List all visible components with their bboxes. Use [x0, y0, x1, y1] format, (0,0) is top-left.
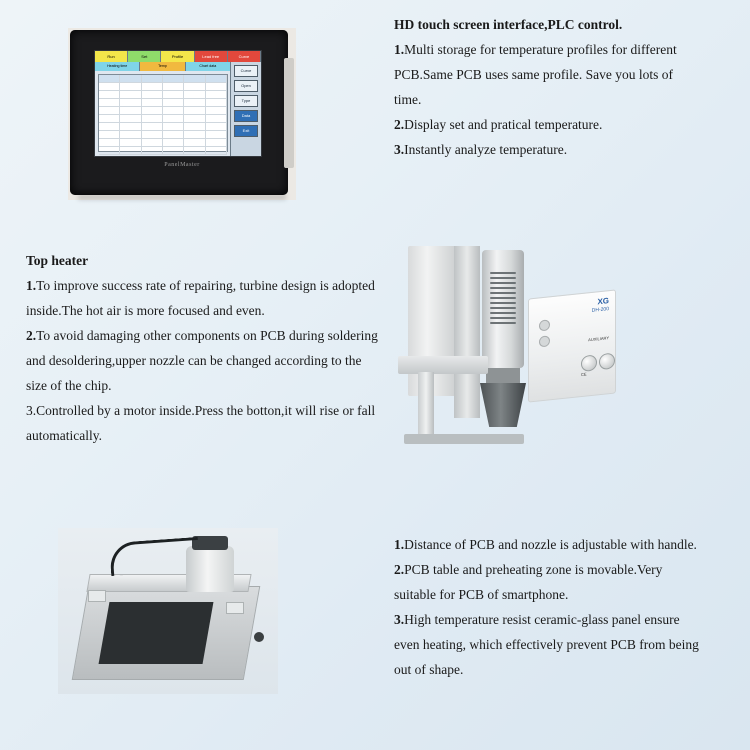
screen-tab-run: Run: [95, 51, 128, 62]
heater-vent-slots: [490, 272, 516, 328]
pcb-table-item-1: [394, 532, 706, 557]
controller-ce-label: CE: [581, 371, 587, 378]
text-block-touch-screen: [394, 12, 694, 162]
photo-top-heater-assembly: [398, 246, 609, 444]
pcb-table-item-3-number: 3.: [394, 612, 405, 627]
bezel-side-strip: [284, 58, 294, 168]
screen-data-grid: [98, 74, 228, 152]
pcb-table-item-1-text: Distance of PCB and nozzle is adjustable with handle.: [404, 537, 697, 552]
screen-button-data: Data: [234, 110, 258, 122]
controller-model-text: DH-200: [591, 306, 609, 314]
pcb-table-item-3: [394, 607, 706, 682]
screen-tab-set: Set: [128, 51, 161, 62]
controller-aux-label: AUXILIARY: [588, 335, 609, 343]
heater-base: [404, 434, 524, 444]
touch-screen-item-1-text: Multi storage for temperature profiles for different PCB.Same PCB uses same profile. Save you lots of time.: [394, 42, 677, 107]
controller-indicator-1: [539, 319, 550, 331]
touch-screen-display[interactable]: [94, 50, 262, 157]
heater-nozzle: [480, 383, 526, 427]
text-block-pcb-table: [394, 532, 706, 682]
touch-screen-item-2: [394, 112, 694, 137]
touch-screen-item-3-number: 3.: [394, 142, 405, 157]
top-heater-item-3: [26, 398, 378, 448]
photo-pcb-table: [58, 528, 278, 694]
touch-screen-item-2-text: Display set and pratical temperature.: [404, 117, 603, 132]
screen-tab-lead-free: Lead free: [195, 51, 228, 62]
heater-support-arm: [398, 356, 488, 374]
top-heater-item-1-text: To improve success rate of repairing, turbine design is adopted inside.The hot air is more focused and even.: [26, 278, 375, 318]
controller-box: [528, 289, 616, 402]
touch-screen-item-3-text: Instantly analyze temperature.: [404, 142, 568, 157]
top-heater-item-2-text: To avoid damaging other components on PCB during soldering and desoldering,upper nozzle can be changed according to the size of the chip.: [26, 328, 378, 393]
heater-inner-column: [454, 246, 480, 418]
pcb-table-item-2-text: PCB table and preheating zone is movable.Very suitable for PCB of smartphone.: [394, 562, 663, 602]
screen-tab-curve: Curve: [228, 51, 261, 62]
pcb-table-clamp-right: [226, 602, 244, 614]
controller-knob-2[interactable]: [599, 352, 615, 370]
heater-neck: [486, 368, 520, 384]
pcb-table-item-3-text: High temperature resist ceramic-glass panel ensure even heating, which effectively prevent PCB from being out of shape.: [394, 612, 699, 677]
screen-subtab-chart-data: Chart data: [186, 62, 231, 71]
screen-button-open: Open: [234, 80, 258, 92]
pcb-table-item-1-number: 1.: [394, 537, 405, 552]
text-block-top-heater: [26, 248, 378, 448]
pcb-table-clamp-left: [88, 590, 106, 602]
top-heater-item-2: [26, 323, 378, 398]
pcb-table-item-2: [394, 557, 706, 607]
top-heater-item-3-number: 3.: [26, 403, 37, 418]
panel-shadow: [78, 194, 286, 200]
screen-subtab-temp: Temp: [140, 62, 185, 71]
controller-brand-text: XG: [597, 296, 609, 307]
pcb-table-item-2-number: 2.: [394, 562, 405, 577]
screen-subtab-heating-time: Heating time: [95, 62, 140, 71]
controller-indicator-2: [539, 335, 550, 347]
pcb-table-ceramic-panel: [99, 602, 214, 664]
screen-subtab-bar: [95, 62, 231, 71]
top-heater-item-1: [26, 273, 378, 323]
screen-tab-bar: [95, 51, 261, 62]
screen-button-exit: Exit: [234, 125, 258, 137]
controller-brand-label: [592, 297, 609, 315]
touch-screen-item-3: [394, 137, 694, 162]
photo-touch-screen-panel: [68, 28, 296, 200]
controller-knob-1[interactable]: [581, 354, 597, 372]
screen-side-button-column: [230, 62, 261, 156]
top-heater-item-1-number: 1.: [26, 278, 37, 293]
top-heater-item-3-text: Controlled by a motor inside.Press the botton,it will rise or fall automatically.: [26, 403, 376, 443]
panel-brand-label: PanelMaster: [164, 162, 200, 168]
touch-screen-heading: HD touch screen interface,PLC control.: [394, 17, 623, 32]
screen-tab-profile: Profile: [161, 51, 194, 62]
touch-screen-item-2-number: 2.: [394, 117, 405, 132]
pcb-table-adjust-knob[interactable]: [254, 632, 264, 642]
touch-screen-item-1-number: 1.: [394, 42, 405, 57]
screen-button-type: Type: [234, 95, 258, 107]
touch-screen-item-1: [394, 37, 694, 112]
top-heater-heading: Top heater: [26, 253, 89, 268]
screen-button-curve: Curve: [234, 65, 258, 77]
top-heater-item-2-number: 2.: [26, 328, 37, 343]
